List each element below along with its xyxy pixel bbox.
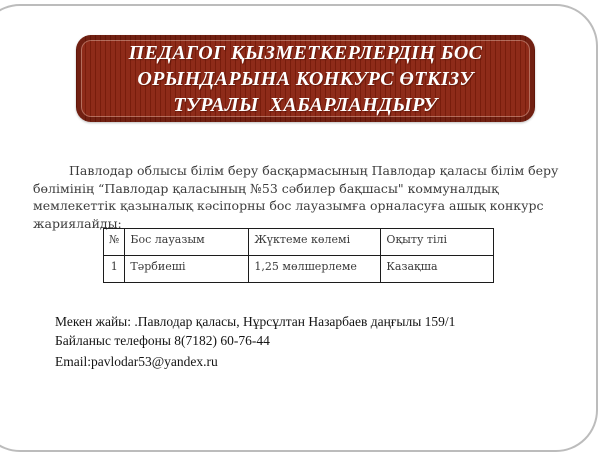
table-header-position: Бос лауазым — [125, 229, 249, 256]
table-cell-workload: 1,25 мөлшерлеме — [249, 256, 381, 283]
contact-block — [55, 313, 455, 372]
table-cell-number: 1 — [104, 256, 125, 283]
table-header-workload: Жүктеме көлемі — [249, 229, 381, 256]
slide-title-line-3: ТУРАЛЫ ХАБАРЛАНДЫРУ — [173, 93, 438, 116]
vacancy-table-header-row — [104, 229, 494, 256]
table-header-number: № — [104, 229, 125, 256]
contact-phone: Байланыс телефоны 8(7182) 60-76-44 — [55, 332, 270, 348]
contact-email: Email:pavlodar53@yandex.ru — [55, 354, 218, 369]
slide-title-line-1: ПЕДАГОГ ҚЫЗМЕТКЕРЛЕРДІҢ БОС — [128, 41, 483, 64]
table-header-language: Оқыту тілі — [381, 229, 494, 256]
announcement-paragraph: Павлодар облысы білім беру басқармасының Павлодар қаласы білім беру бөлімінің “Павлодар қаласының №53 сәбилер бақшасы" коммуналдық мемлекеттік қазыналық кәсіпорны бос лауазымға орналасуға ашық конкурс жариялайды: — [33, 163, 559, 231]
vacancy-table-data-row — [104, 256, 494, 283]
slide-title-line-2: ОРЫНДАРЫНА КОНКУРС ӨТКІЗУ — [137, 67, 474, 90]
table-cell-position: Тәрбиеші — [125, 256, 249, 283]
contact-address: Мекен жайы: .Павлодар қаласы, Нұрсұлтан Назарбаев даңғылы 159/1 — [55, 314, 456, 329]
table-cell-language: Казақша — [381, 256, 494, 283]
vacancy-table — [103, 228, 494, 283]
title-banner — [76, 35, 535, 122]
